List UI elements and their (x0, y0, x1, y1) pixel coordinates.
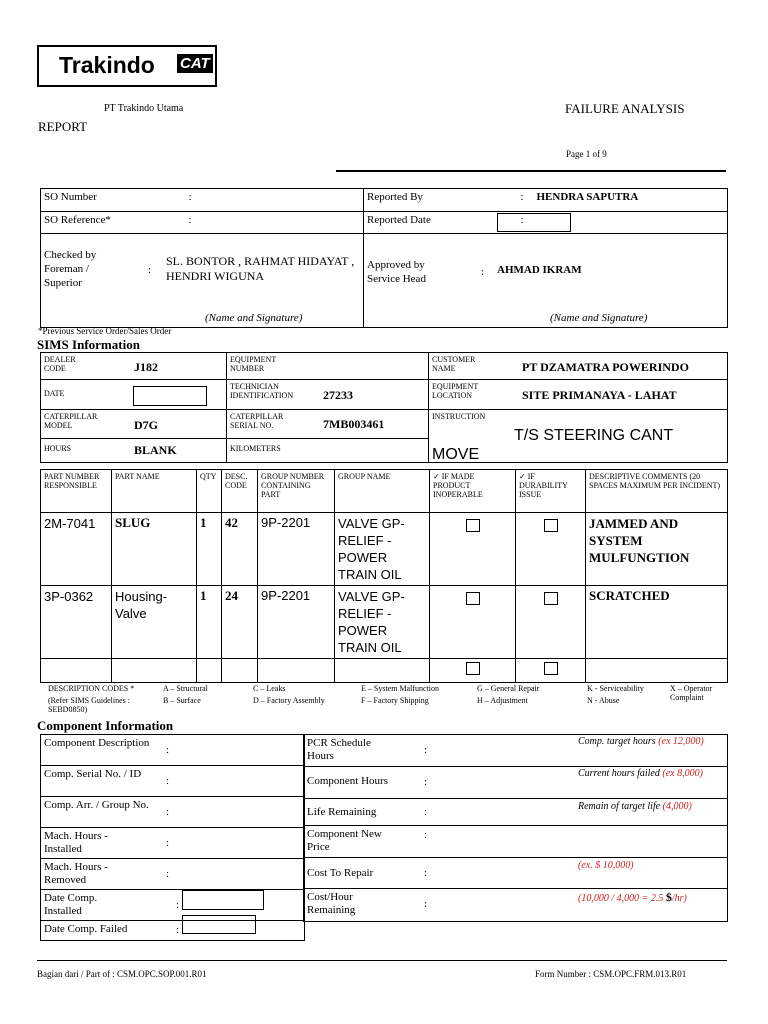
page-number: Page 1 of 9 (566, 149, 607, 159)
note-current-ex: (ex 8,000) (662, 768, 703, 779)
codes-label: DESCRIPTION CODES * (48, 684, 135, 693)
hours: BLANK (134, 443, 177, 457)
technician: 27233 (323, 388, 353, 402)
mach-hours-installed-label: Mach. Hours - Installed (44, 830, 108, 855)
model-label: CATERPILLAR MODEL (44, 412, 98, 430)
note-cost: (ex. $ 10,000) (578, 860, 634, 871)
component-heading: Component Information (37, 718, 174, 733)
code-n: N - Abuse (587, 696, 620, 705)
note-current: Current hours failed (578, 768, 663, 779)
hdr-part-name: PART NAME (112, 470, 197, 513)
hdr-comments: DESCRIPTIVE COMMENTS (20 SPACES MAXIMUM PER INCIDENT) (586, 470, 728, 513)
serial: 7MB003461 (323, 417, 385, 431)
part-name: Housing-Valve (112, 586, 197, 659)
comp-serial-label: Comp. Serial No. / ID (44, 768, 142, 780)
mach-hours-removed-label: Mach. Hours - Removed (44, 861, 108, 886)
sims-heading: SIMS Information (37, 337, 140, 352)
note-target-ex: (ex 12,000) (658, 736, 704, 747)
note-remain: Remain of target life (578, 801, 663, 812)
so-number-label: SO Number (44, 191, 97, 203)
comment: JAMMED AND SYSTEM MULFUNGTION (586, 513, 728, 586)
instruction: T/S STEERING CANT MOVE (432, 427, 673, 463)
logo-cat: CAT (177, 54, 213, 73)
so-reference-label: SO Reference* (44, 214, 111, 226)
equipment-number-label: EQUIPMENT NUMBER (230, 355, 277, 373)
inoperable-checkbox[interactable] (466, 592, 480, 605)
hdr-part-number: PART NUMBER RESPONSIBLE (41, 470, 112, 513)
report-title-1: FAILURE ANALYSIS (565, 101, 685, 116)
table-row (41, 659, 728, 683)
customer-name-label: CUSTOMER NAME (432, 355, 476, 373)
desc-code: 42 (222, 513, 258, 586)
code-h: H – Adjustment (477, 696, 528, 705)
checked-by-label: Checked by Foreman / Superior (44, 249, 97, 289)
cost-hour-label: Cost/Hour Remaining (307, 891, 356, 916)
approved-by-label: Approved by Service Head (367, 259, 426, 285)
hdr-desc-code: DESC. CODE (222, 470, 258, 513)
customer-name: PT DZAMATRA POWERINDO (522, 360, 689, 374)
code-x: X – Operator Complaint (670, 684, 713, 702)
date-label: DATE (44, 389, 65, 398)
footnote: *Previous Service Order/Sales Order (38, 326, 172, 336)
report-info-table: SO Number : Reported By : HENDRA SAPUTRA SO Reference* : Reported Date : Checked by Foreman / Superior : SL. BONTOR , RAHMAT HIDAYAT , HENDRI WIGUNA (Name and Signature) Approved by Service Head : AHMAD IKRAM (Name and Signature) (40, 188, 728, 328)
code-c: C – Leaks (253, 684, 286, 693)
component-hours-label: Component Hours (307, 775, 388, 787)
cost-to-repair-label: Cost To Repair (307, 867, 374, 879)
report-title-2: REPORT (38, 119, 88, 134)
codes-ref: (Refer SIMS Guidelines : SEBD0850) (48, 696, 130, 714)
note-cost-hour-end: /hr) (671, 893, 687, 904)
dollar-sign: $ (665, 890, 672, 904)
hdr-group-number: GROUP NUMBER CONTAINING PART (258, 470, 335, 513)
code-a: A – Structural (163, 684, 208, 693)
approved-signature: (Name and Signature) (550, 312, 648, 324)
footer-left: Bagian dari / Part of : CSM.OPC.SOP.001.R01 (37, 969, 207, 979)
group-name: VALVE GP-RELIEF -POWER TRAIN OIL (335, 513, 430, 586)
hdr-durability: ✓ IF DURABILITY ISSUE (516, 470, 586, 513)
group-number: 9P-2201 (258, 513, 335, 586)
comp-arr-label: Comp. Arr. / Group No. (44, 799, 149, 811)
footer-rule (37, 960, 727, 961)
technician-label: TECHNICIAN IDENTIFICATION (230, 382, 294, 400)
sims-table (40, 352, 728, 463)
code-b: B – Surface (163, 696, 201, 705)
component-new-price-label: Component New Price (307, 828, 382, 853)
kilometers-label: KILOMETERS (230, 444, 281, 453)
note-remain-ex: (4,000) (662, 801, 692, 812)
parts-table (40, 469, 728, 683)
code-f: F – Factory Shipping (361, 696, 429, 705)
dealer-code: J182 (134, 360, 158, 374)
code-d: D – Factory Assembly (253, 696, 325, 705)
note-cost-hour: (10,000 / 4,000 = 2.5 (578, 893, 666, 904)
logo (37, 45, 217, 87)
checked-by-value: SL. BONTOR , RAHMAT HIDAYAT , HENDRI WIGUNA (166, 254, 355, 283)
table-row (41, 586, 728, 659)
part-name: SLUG (112, 513, 197, 586)
reported-date-field[interactable] (497, 213, 571, 232)
hdr-group-name: GROUP NAME (335, 470, 430, 513)
group-number: 9P-2201 (258, 586, 335, 659)
durability-checkbox[interactable] (544, 519, 558, 532)
durability-checkbox[interactable] (544, 592, 558, 605)
date-installed-field[interactable] (182, 890, 264, 910)
reported-by-label: Reported By (367, 191, 423, 203)
part-number: 2M-7041 (41, 513, 112, 586)
component-table-left: Component Description : Comp. Serial No. / ID : Comp. Arr. / Group No. : Mach. Hours - Installed : Mach. Hours - Removed : Date Comp. Installed : Date Comp. Failed : (40, 734, 305, 941)
qty: 1 (197, 513, 222, 586)
dealer-code-label: DEALER CODE (44, 355, 76, 373)
logo-text: Trakindo (59, 52, 155, 78)
durability-checkbox[interactable] (544, 662, 558, 675)
company-name: PT Trakindo Utama (104, 103, 184, 114)
approved-by-value: AHMAD IKRAM (497, 264, 582, 276)
pcr-schedule-label: PCR Schedule Hours (307, 737, 371, 762)
code-e: E – System Malfunction (361, 684, 439, 693)
checked-signature: (Name and Signature) (205, 312, 303, 324)
hours-label: HOURS (44, 444, 72, 453)
inoperable-checkbox[interactable] (466, 662, 480, 675)
comment: SCRATCHED (586, 586, 728, 659)
header-rule (336, 170, 726, 172)
reported-by-value: HENDRA SAPUTRA (536, 191, 639, 203)
equipment-location: SITE PRIMANAYA - LAHAT (522, 388, 677, 402)
inoperable-checkbox[interactable] (466, 519, 480, 532)
footer-right: Form Number : CSM.OPC.FRM.013.R01 (535, 969, 687, 979)
note-target: Comp. target hours (578, 736, 659, 747)
serial-label: CATERPILLAR SERIAL NO. (230, 412, 284, 430)
equipment-location-label: EQUIPMENT LOCATION (432, 382, 479, 400)
instruction-label: INSTRUCTION (432, 412, 486, 421)
reported-date-label: Reported Date (367, 214, 431, 226)
date-failed-label: Date Comp. Failed (44, 923, 128, 935)
table-row (41, 513, 728, 586)
hdr-inoperable: ✓ IF MADE PRODUCT INOPERABLE (430, 470, 516, 513)
life-remaining-label: Life Remaining (307, 806, 377, 818)
comp-description-label: Component Description (44, 737, 150, 749)
date-field[interactable] (133, 386, 207, 406)
qty: 1 (197, 586, 222, 659)
code-k: K - Serviceability (587, 684, 644, 693)
hdr-qty: QTY (197, 470, 222, 513)
desc-code: 24 (222, 586, 258, 659)
date-installed-label: Date Comp. Installed (44, 892, 98, 917)
group-name: VALVE GP-RELIEF -POWER TRAIN OIL (335, 586, 430, 659)
part-number: 3P-0362 (41, 586, 112, 659)
component-table-right: PCR Schedule Hours : Comp. target hours (ex 12,000) Component Hours : Current hours failed (ex 8,000) Life Remaining : Remain of target life (4,000) Component New Price : Cost To Repair : (ex. $ 10,000) Cost/Hour Remaining : (10,000 / 4,000 = 2.5 $/hr) (303, 734, 728, 922)
date-failed-field[interactable] (182, 915, 256, 934)
code-g: G – General Repair (477, 684, 540, 693)
model: D7G (134, 418, 158, 432)
